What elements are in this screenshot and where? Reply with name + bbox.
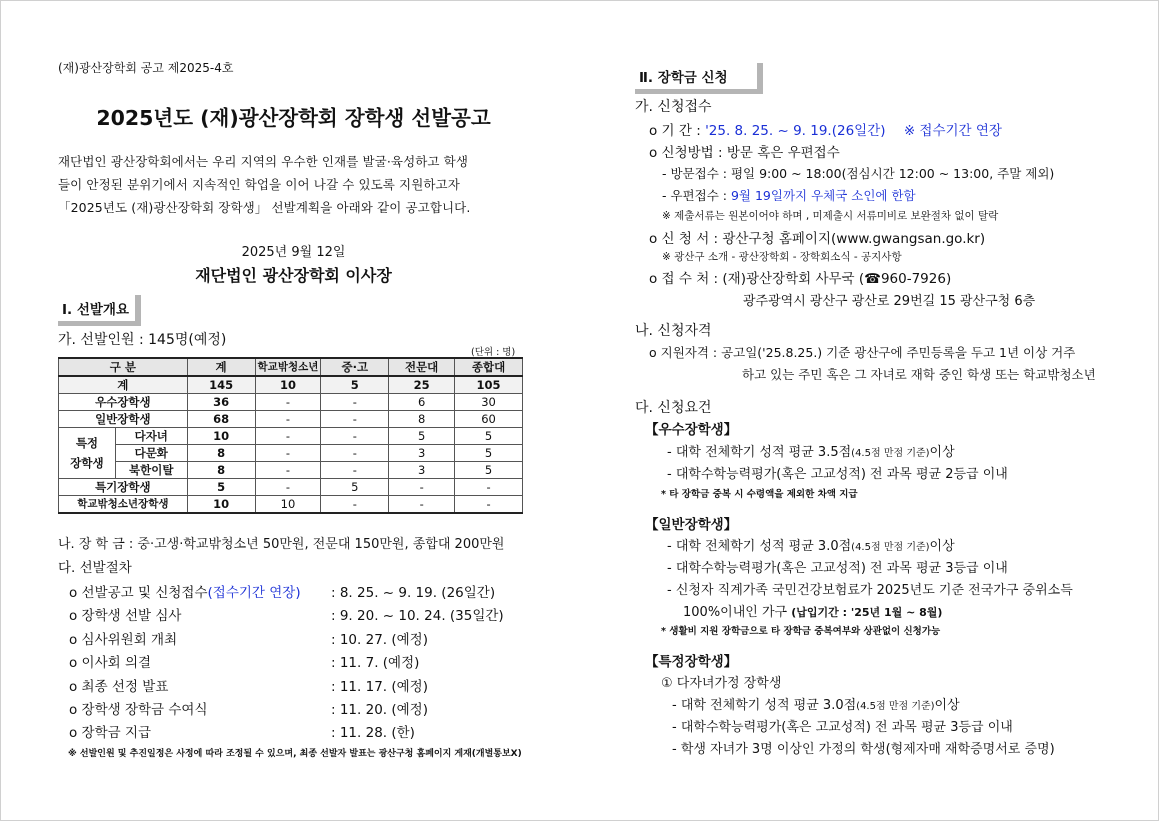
special-group-line: 특정: [75, 436, 99, 450]
table-cell: 8: [187, 445, 255, 462]
requirement-line: - 신청자 직계가족 국민건강보험료가 2025년도 기준 전국가구 중위소득: [667, 583, 1073, 598]
general-head: 【일반장학생】: [645, 517, 738, 533]
application-receipt-label: 가. 신청접수: [635, 99, 712, 115]
table-cell: 3: [389, 462, 455, 479]
table-row: [59, 394, 523, 411]
row-label: 우수장학생: [59, 394, 188, 411]
requirement-text: - 대학 전체학기 성적 평균 3.5점: [667, 445, 852, 460]
schedule-footnote: ※ 선발인원 및 추진일정은 사정에 따라 조정될 수 있으며, 최종 선발자 발표는 광산구청 홈페이지 게재(개별통보X): [68, 749, 522, 759]
table-cell: -: [321, 411, 389, 428]
requirement-tail: 이상: [929, 539, 955, 554]
payment-period: (납입기간 : '25년 1월 ~ 8월): [791, 606, 943, 619]
table-cell: 105: [455, 376, 523, 394]
intro-line: 들이 안정된 분위기에서 지속적인 학업을 이어 나갈 수 있도록 지원하고자: [58, 177, 460, 192]
table-cell: 5: [389, 428, 455, 445]
table-cell: 8: [389, 411, 455, 428]
row-label: 일반장학생: [59, 411, 188, 428]
schedule-label: o 장학생 장학금 수여식: [69, 702, 208, 718]
table-cell: -: [255, 462, 321, 479]
selection-count: 가. 선발인원 : 145명(예정): [58, 332, 227, 348]
table-cell: -: [255, 428, 321, 445]
notice-number: (재)광산장학회 공고 제2025-4호: [58, 61, 234, 75]
table-cell: -: [255, 445, 321, 462]
schedule-label: o 장학금 지급: [69, 725, 152, 741]
table-cell: 145: [187, 376, 255, 394]
schedule-value: : 8. 25. ~ 9. 19. (26일간): [331, 585, 496, 601]
row-label: 계: [59, 376, 188, 394]
requirement-line: - 대학수학능력평가(혹은 고교성적) 전 과목 평균 2등급 이내: [667, 467, 1008, 482]
table-cell: -: [389, 479, 455, 496]
table-cell: 5: [321, 479, 389, 496]
table-cell: 6: [389, 394, 455, 411]
table-cell: 5: [455, 445, 523, 462]
eligibility-label: 나. 신청자격: [635, 323, 712, 339]
row-label: 학교밖청소년장학생: [59, 496, 188, 514]
eligibility-line: 하고 있는 주민 혹은 그 자녀로 재학 중인 학생 또는 학교밖청소년: [742, 367, 1096, 382]
table-row: [59, 376, 523, 394]
schedule-value: : 11. 17. (예정): [331, 679, 428, 695]
table-unit: (단위 : 명): [471, 347, 516, 358]
application-method: o 신청방법 : 방문 혹은 우편접수: [649, 145, 840, 161]
table-cell: 10: [187, 496, 255, 514]
requirement-text: 100%이내인 가구: [683, 605, 788, 620]
table-cell: 60: [455, 411, 523, 428]
table-row: [59, 462, 523, 479]
intro-line: 「2025년도 (재)광산장학회 장학생」 선발계획을 아래와 같이 공고합니다.: [58, 200, 471, 215]
schedule-value: : 11. 28. (한): [331, 725, 415, 741]
requirement-line: [667, 441, 955, 460]
table-cell: -: [321, 428, 389, 445]
requirement-line: - 학생 자녀가 3명 이상인 가정의 학생(형제자매 재학증명서로 증명): [672, 742, 1055, 757]
eligibility-line: o 지원자격 : 공고일('25.8.25.) 기준 광산구에 주민등록을 두고 1년 이상 거주: [649, 345, 1076, 360]
schedule-label: o 선발공고 및 신청접수: [69, 585, 208, 601]
row-label: 특기장학생: [59, 479, 188, 496]
table-cell: 5: [187, 479, 255, 496]
table-cell: 30: [455, 394, 523, 411]
special-subhead: ① 다자녀가정 장학생: [661, 676, 782, 691]
schedule-value: : 9. 20. ~ 10. 24. (35일간): [331, 608, 504, 624]
schedule-label: o 최종 선정 발표: [69, 679, 169, 695]
requirement-line: [683, 601, 942, 620]
table-header: 종합대: [455, 358, 523, 376]
schedule-value: : 10. 27. (예정): [331, 632, 428, 648]
table-header-row: [59, 358, 523, 376]
table-cell: 10: [255, 496, 321, 514]
table-header: 중·고: [321, 358, 389, 376]
scholarship-amount: 나. 장 학 금 : 중·고생·학교밖청소년 50만원, 전문대 150만원, 종합대 200만원: [58, 537, 505, 552]
table-header: 학교밖청소년: [255, 358, 321, 376]
schedule-value: : 11. 20. (예정): [331, 702, 428, 718]
requirement-line: - 대학수학능력평가(혹은 고교성적) 전 과목 평균 3등급 이내: [667, 561, 1008, 576]
schedule-label: o 장학생 선발 심사: [69, 608, 182, 624]
table-cell: 10: [187, 428, 255, 445]
table-cell: -: [321, 496, 389, 514]
schedule-item: [69, 581, 301, 601]
table-cell: 36: [187, 394, 255, 411]
visit-application: - 방문접수 : 평일 9:00 ~ 18:00(점심시간 12:00 ~ 13:00, 주말 제외): [662, 166, 1055, 181]
organization-name: 재단법인 광산장학회 이사장: [195, 266, 392, 285]
table-row: [59, 428, 523, 445]
requirements-label: 다. 신청요건: [635, 400, 712, 416]
section2-heading: Ⅱ. 장학금 신청: [635, 63, 763, 94]
requirement-line: - 대학수학능력평가(혹은 고교성적) 전 과목 평균 3등급 이내: [672, 720, 1013, 735]
table-cell: 5: [321, 376, 389, 394]
mail-application: [662, 186, 916, 204]
table-header: 구 분: [59, 358, 188, 376]
table-cell: -: [321, 394, 389, 411]
period-extension-note: ※ 접수기간 연장: [903, 123, 1002, 139]
schedule-value: : 11. 7. (예정): [331, 655, 420, 671]
requirement-scale: (4.5점 만점 기준): [856, 701, 935, 712]
table-row: [59, 445, 523, 462]
intro-paragraph: [58, 150, 528, 219]
notice-date: 2025년 9월 12일: [241, 245, 346, 260]
allocation-table: [58, 357, 523, 514]
special-head: 【특정장학생】: [645, 654, 738, 670]
table-cell: -: [255, 479, 321, 496]
table-row: [59, 479, 523, 496]
excellent-head: 【우수장학생】: [645, 422, 738, 438]
requirement-line: [672, 694, 960, 713]
special-group-label: [59, 428, 116, 479]
form-path-note: ※ 광산구 소개 - 광산장학회 - 장학회소식 - 공지사항: [662, 251, 902, 263]
special-group-line: 장학생: [70, 456, 104, 470]
table-row: [59, 411, 523, 428]
mail-label: - 우편접수 :: [662, 188, 727, 203]
period-label: o 기 간 :: [649, 123, 701, 139]
page-title: 2025년도 (재)광산장학회 장학생 선발공고: [96, 106, 491, 130]
table-cell: 68: [187, 411, 255, 428]
row-label: 다자녀: [115, 428, 187, 445]
requirement-line: [667, 535, 955, 554]
table-cell: -: [321, 462, 389, 479]
schedule-label: o 심사위원회 개최: [69, 632, 178, 648]
mail-deadline: 9월 19일까지 우체국 소인에 한함: [730, 188, 916, 203]
section1-heading: Ⅰ. 선발개요: [58, 295, 141, 326]
table-cell: -: [321, 445, 389, 462]
row-label: 다문화: [115, 445, 187, 462]
requirement-scale: (4.5점 만점 기준): [851, 542, 930, 553]
application-form: o 신 청 서 : 광산구청 홈페이지(www.gwangsan.go.kr): [649, 231, 986, 247]
table-header: 계: [187, 358, 255, 376]
row-label: 북한이탈: [115, 462, 187, 479]
requirement-tail: 이상: [929, 445, 955, 460]
table-cell: -: [255, 394, 321, 411]
table-cell: 5: [455, 462, 523, 479]
table-header: 전문대: [389, 358, 455, 376]
selection-procedure-label: 다. 선발절차: [58, 560, 132, 576]
schedule-extension-note: (접수기간 연장): [207, 585, 301, 601]
intro-line: 재단법인 광산장학회에서는 우리 지역의 우수한 인재를 발굴·육성하고 학생: [58, 154, 469, 169]
table-cell: -: [255, 411, 321, 428]
requirement-text: - 대학 전체학기 성적 평균 3.0점: [667, 539, 852, 554]
table-cell: -: [455, 496, 523, 514]
table-row: [59, 496, 523, 514]
general-note: * 생활비 지원 장학금으로 타 장학금 중복여부와 상관없이 신청가능: [661, 626, 941, 637]
table-cell: 3: [389, 445, 455, 462]
requirement-tail: 이상: [934, 698, 960, 713]
table-cell: -: [455, 479, 523, 496]
table-cell: 10: [255, 376, 321, 394]
table-cell: 25: [389, 376, 455, 394]
reception-office: o 접 수 처 : (재)광산장학회 사무국 (☎960-7926): [649, 271, 952, 287]
schedule-label: o 이사회 의결: [69, 655, 152, 671]
period-line: [649, 119, 1002, 139]
office-address: 광주광역시 광산구 광산로 29번길 15 광산구청 6층: [743, 294, 1036, 309]
excellent-note: * 타 장학금 중복 시 수령액을 제외한 차액 지급: [661, 489, 858, 500]
table-cell: 8: [187, 462, 255, 479]
table-cell: 5: [455, 428, 523, 445]
requirement-scale: (4.5점 만점 기준): [851, 448, 930, 459]
requirement-text: - 대학 전체학기 성적 평균 3.0점: [672, 698, 857, 713]
table-cell: -: [389, 496, 455, 514]
document-note: ※ 제출서류는 원본이어야 하며 , 미제출시 서류미비로 보완절차 없이 탈락: [662, 210, 999, 222]
period-value: '25. 8. 25. ~ 9. 19.(26일간): [705, 123, 886, 139]
